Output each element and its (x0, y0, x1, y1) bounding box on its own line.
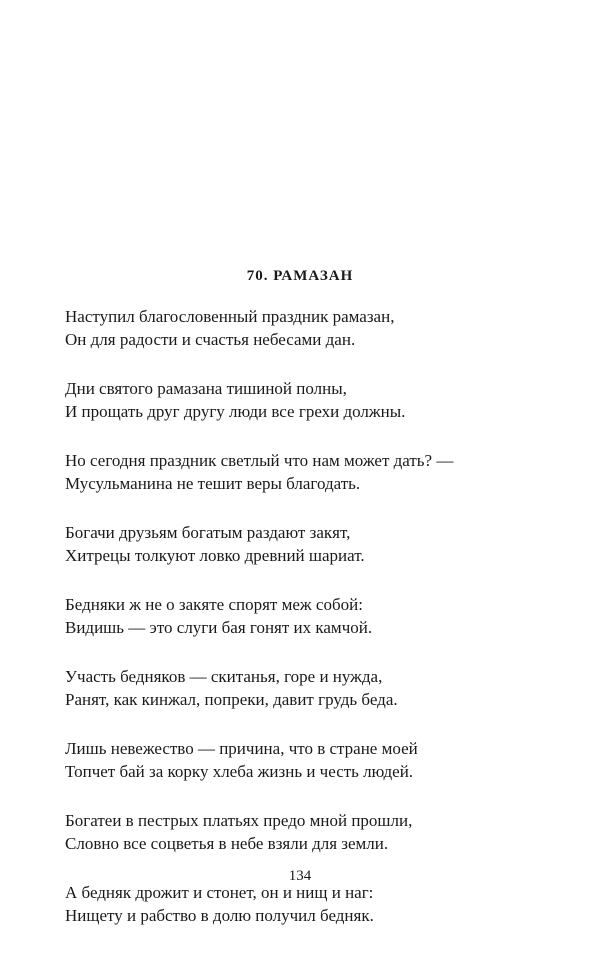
poem-line: И прощать друг другу люди все грехи должны. (65, 402, 406, 421)
poem-line: Но сегодня праздник светлый что нам может дать? — (65, 451, 454, 470)
poem-line: Дни святого рамазана тишиной полны, (65, 379, 347, 398)
poem-line: Мусульманина не тешит веры благодать. (65, 474, 361, 493)
poem-line: Ранят, как кинжал, попреки, давит грудь беда. (65, 690, 398, 709)
poem-line: Хитрецы толкуют ловко древний шариат. (65, 546, 365, 565)
stanza (65, 665, 545, 711)
page-number: 134 (288, 868, 312, 884)
stanza (65, 881, 545, 927)
stanza (65, 377, 545, 423)
poem-line: Он для радости и счастья небесами дан. (65, 330, 356, 349)
poem-line: Наступил благословенный праздник рамазан, (65, 307, 395, 326)
stanza (65, 809, 545, 855)
poem-line: Нищету и рабство в долю получил бедняк. (65, 906, 374, 925)
stanza (65, 593, 545, 639)
stanza (65, 449, 545, 495)
poem-line: Богатеи в пестрых платьях предо мной прошли, (65, 811, 413, 830)
poem-line: Богачи друзьям богатым раздают закят, (65, 523, 351, 542)
poem-line: Видишь — это слуги бая гонят их камчой. (65, 618, 373, 637)
stanza (65, 737, 545, 783)
poem-line: Бедняки ж не о закяте спорят меж собой: (65, 595, 363, 614)
poem-line: А бедняк дрожит и стонет, он и нищ и наг: (65, 883, 374, 902)
poem-line: Лишь невежество — причина, что в стране моей (65, 739, 418, 758)
poem-line: Топчет бай за корку хлеба жизнь и честь людей. (65, 762, 414, 781)
stanza (65, 521, 545, 567)
poem-title: 70. РАМАЗАН (246, 268, 354, 284)
poem-line: Словно все соцветья в небе взяли для земли. (65, 834, 389, 853)
stanza (65, 305, 545, 351)
poem-line: Участь бедняков — скитанья, горе и нужда, (65, 667, 383, 686)
poem-body (65, 305, 545, 953)
